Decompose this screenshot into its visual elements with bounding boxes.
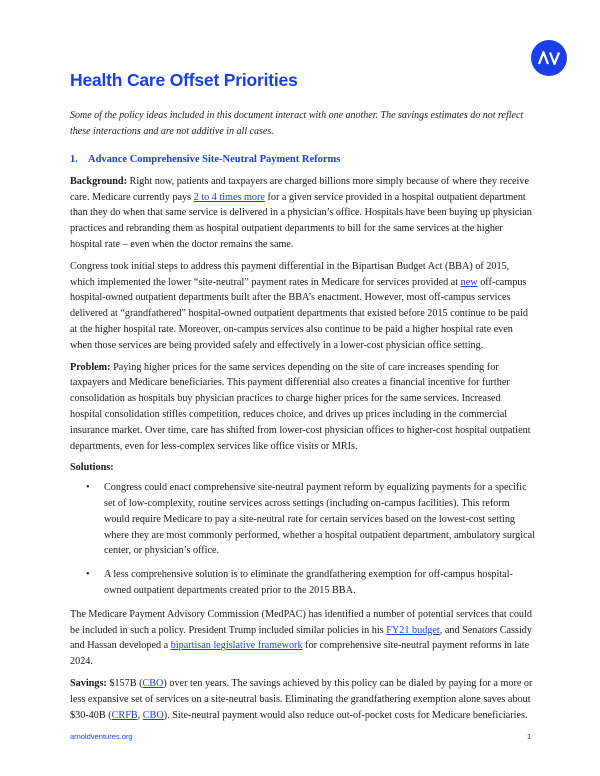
- medpac-text: , and Senators Cassidy and Hassan developed a: [70, 624, 532, 652]
- list-item: [86, 480, 535, 559]
- page-title: Health Care Offset Priorities: [70, 70, 298, 90]
- bba-paragraph: [70, 259, 535, 354]
- savings-text: ,: [137, 709, 143, 721]
- bba-text: Congress took initial steps to address this payment differential in the Bipartisan Budget Act (BBA) of 2015, which implemented the lower “site-neutral” payment rates in Medicare for services provided at: [70, 260, 510, 288]
- link-crfb[interactable]: CRFB: [111, 709, 138, 721]
- problem-label: Problem:: [70, 361, 111, 373]
- solutions-label: Solutions:: [70, 462, 114, 474]
- medpac-text: for comprehensive site-neutral payment reforms in late 2024.: [70, 640, 530, 668]
- background-text: Right now, patients and taxpayers are charged billions more simply because of where they receive care. Medicare currently pays: [70, 175, 529, 203]
- savings-paragraph: [70, 676, 535, 723]
- problem-text: Paying higher prices for the same services depending on the site of care increases spending for taxpayers and Medicare beneficiaries. This payment differential also creates a financial incentive for further consolidation as hospitals buy physician practices to charge higher prices for the same services. Increased hospital consolidation stifles competition, reduces choice, and drives up prices including in the commercial insurance market. Over time, care has shifted from lower-cost physician offices to higher-cost hospital outpatient departments, even for less-complex services like office visits or MRIs.: [70, 361, 531, 452]
- bba-text: off-campus hospital-owned outpatient departments built after the BBA’s enactment. However, most off-campus services delivered at “grandfathered” hospital-owned outpatient departments that existed before 2015 continue to be paid at the higher hospital rate. Moreover, on-campus services also continue to be paid a higher hospital rate even when those services are being provided safely and effectively in a lower-cost physician office setting.: [70, 276, 528, 351]
- link-new[interactable]: new: [460, 276, 478, 288]
- background-text: for a given service provided in a hospital outpatient department than they do when that same service is delivered in a physician’s office. Hospitals have been buying up physician practices and rebranding them as hospital outpatient departments to bill for the same services at the higher hospital rate – even when the doctor remains the same.: [70, 191, 532, 250]
- solution-text: Congress could enact comprehensive site-neutral payment reform by equalizing payments for a specific set of low-complexity, routine services across settings (including on-campus facilities). This reform would require Medicare to pay a site-neutral rate for certain services based on the lowest-cost setting where they are most commonly performed, whether a hospital outpatient department, ambulatory surgical center, or physician’s office.: [104, 482, 535, 557]
- link-cbo-2[interactable]: CBO: [142, 709, 164, 721]
- link-cbo[interactable]: CBO: [142, 677, 164, 689]
- solutions-label-paragraph: [70, 460, 535, 476]
- savings-label: Savings:: [70, 677, 107, 689]
- av-logo-icon: [538, 51, 560, 65]
- footer-website-link[interactable]: arnoldventures.org: [70, 732, 133, 741]
- background-label: Background:: [70, 175, 127, 187]
- medpac-paragraph: [70, 607, 535, 670]
- section-site-neutral: [70, 152, 535, 729]
- list-item: [86, 567, 535, 599]
- bullet-icon: •: [86, 482, 90, 494]
- page-number: 1: [527, 732, 532, 741]
- solutions-list: [70, 480, 535, 599]
- section-heading: [70, 152, 535, 168]
- link-fy21-budget[interactable]: FY21 budget: [386, 624, 440, 636]
- arnold-ventures-logo: [531, 40, 567, 76]
- intro-note: Some of the policy ideas included in this document interact with one another. The savings estimates do not reflect these interactions and are not additive in all cases.: [70, 110, 524, 137]
- section-heading-text: Advance Comprehensive Site-Neutral Payment Reforms: [88, 154, 341, 165]
- problem-paragraph: [70, 360, 535, 455]
- section-number: 1.: [70, 154, 78, 165]
- savings-text: $157B (: [106, 677, 143, 689]
- savings-text: ) over ten years. The savings achieved by this policy can be dialed by paying for a more or less expansive set of services on a site-neutral basis. Eliminating the grandfathering exemption alone saves about $30-40B (: [70, 677, 533, 721]
- link-2-to-4-times-more[interactable]: 2 to 4 times more: [193, 191, 265, 203]
- bullet-icon: •: [86, 569, 90, 581]
- medpac-text: The Medicare Payment Advisory Commission (MedPAC) has identified a number of potential services that could be included in such a policy. President Trump included similar policies in his: [70, 608, 532, 636]
- savings-text: ). Site-neutral payment would also reduce out-of-pocket costs for Medicare beneficiaries.: [163, 709, 528, 721]
- background-paragraph: [70, 174, 535, 253]
- link-bipartisan-framework[interactable]: bipartisan legislative framework: [170, 640, 303, 652]
- solution-text: A less comprehensive solution is to eliminate the grandfathering exemption for off-campus hospital-owned outpatient departments created prior to the 2015 BBA.: [104, 569, 513, 596]
